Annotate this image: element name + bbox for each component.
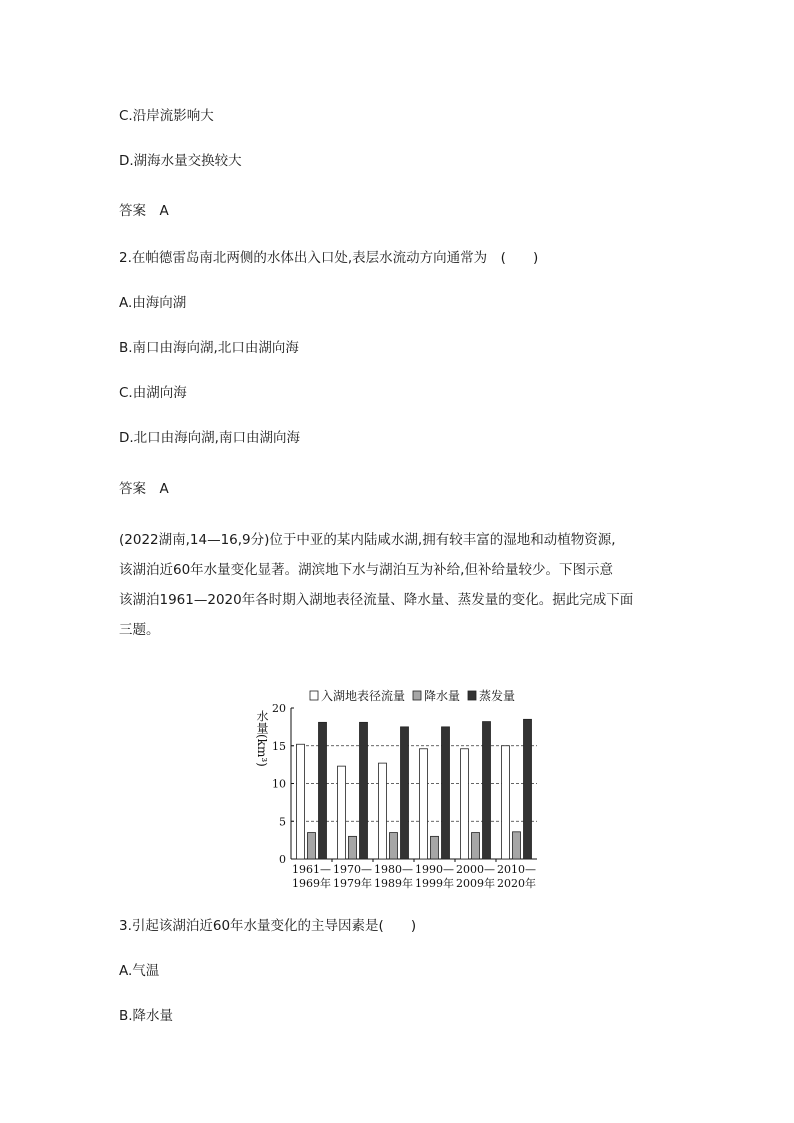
bar [379,763,387,859]
x-tick-label: 1969年 [292,877,331,890]
x-tick-label: 1989年 [374,877,413,890]
x-tick-label: 2020年 [497,877,536,890]
q2-option-c: C.由湖向海 [119,385,187,401]
x-tick-label: 1980— [374,863,413,876]
legend-swatch [468,691,476,700]
bar [502,746,510,859]
q1-option-d: D.湖海水量交换较大 [119,153,242,169]
legend-label: 蒸发量 [479,689,516,703]
x-tick-label: 2009年 [456,877,495,890]
x-tick-label: 1970— [333,863,372,876]
bar [442,727,450,859]
bar [461,749,469,859]
bar [513,832,521,859]
y-tick-label: 5 [279,815,286,829]
bar [338,766,346,859]
water-volume-bar-chart [0,680,794,920]
passage-line: 该湖泊近60年水量变化显著。湖滨地下水与湖泊互为补给,但补给量较少。下图示意 [119,562,613,578]
passage [119,525,679,645]
bar [420,749,428,859]
bar [524,719,532,859]
bar [360,722,368,859]
q2-stem: 2.在帕德雷岛南北两侧的水体出入口处,表层水流动方向通常为 ( ) [119,250,539,266]
x-tick-label: 2000— [456,863,495,876]
q2-option-b: B.南口由海向湖,北口由湖向海 [119,340,299,356]
legend-swatch [413,691,421,700]
y-tick-label: 20 [272,702,286,715]
q3-option-b: B.降水量 [119,1008,174,1024]
x-tick-label: 2010— [497,863,536,876]
legend-swatch [310,691,318,700]
bar [472,833,480,859]
q2-option-d: D.北口由海向湖,南口由湖向海 [119,430,300,446]
bar [390,833,398,859]
legend-label: 降水量 [424,689,461,703]
q1-answer: 答案 A [119,203,169,219]
q2-answer: 答案 A [119,481,169,497]
bar [349,836,357,859]
legend-label: 入湖地表径流量 [321,689,406,703]
passage-line: 该湖泊1961—2020年各时期入湖地表径流量、降水量、蒸发量的变化。据此完成下面 [119,592,634,608]
x-tick-label: 1961— [292,863,331,876]
y-axis-label: 水量(km³) [255,710,269,767]
y-tick-label: 10 [272,777,286,791]
x-tick-label: 1979年 [333,877,372,890]
passage-line: 三题。 [119,622,160,638]
q3-option-a: A.气温 [119,963,160,979]
passage-line: (2022湖南,14—16,9分)位于中亚的某内陆咸水湖,拥有较丰富的湿地和动植物资源, [119,532,616,548]
bar [483,722,491,859]
q1-option-c: C.沿岸流影响大 [119,108,214,124]
bar [401,727,409,859]
y-tick-label: 0 [279,853,286,866]
bar [431,836,439,859]
x-tick-label: 1999年 [415,877,454,890]
bar [308,833,316,859]
bar [297,744,305,859]
q3-stem: 3.引起该湖泊近60年水量变化的主导因素是( ) [119,918,417,934]
y-tick-label: 15 [272,739,286,753]
bar [319,722,327,859]
x-tick-label: 1990— [415,863,454,876]
q2-option-a: A.由海向湖 [119,295,187,311]
